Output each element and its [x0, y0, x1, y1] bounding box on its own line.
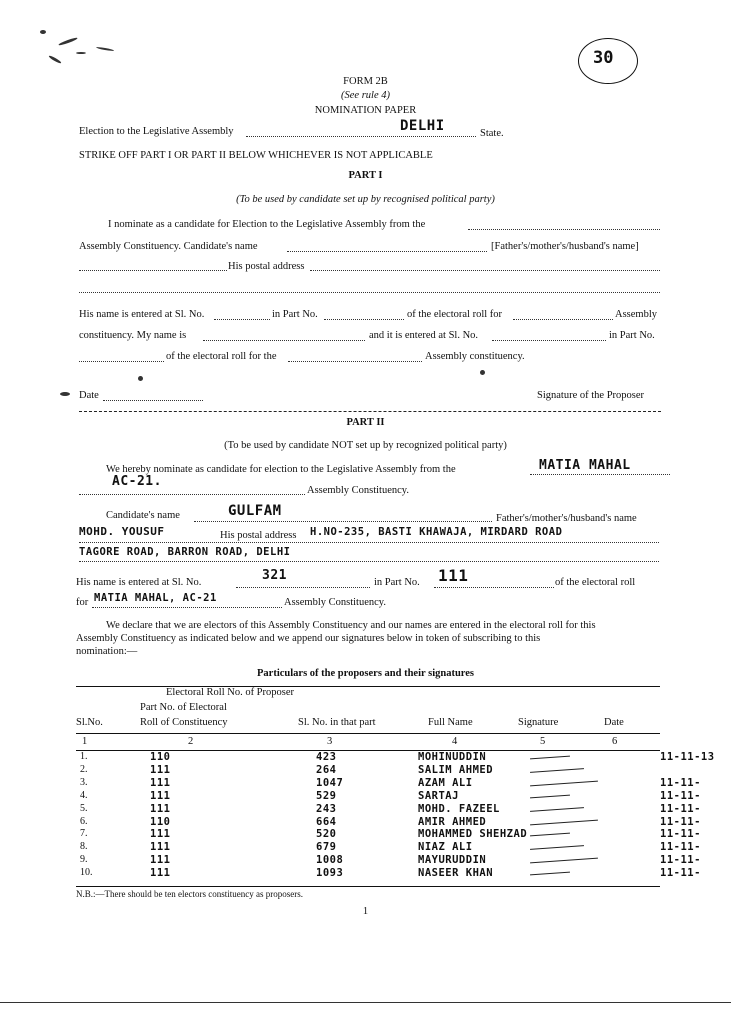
- signature-scribble: [530, 872, 570, 876]
- cell-sl: 5.: [80, 802, 88, 814]
- cell-part: 111: [150, 789, 171, 802]
- declaration-3: nomination:—: [76, 646, 138, 657]
- cell-part: 111: [150, 776, 171, 789]
- part1-line4b: in Part No.: [272, 309, 318, 320]
- cell-name: AMIR AHMED: [418, 815, 487, 828]
- cell-name: NIAZ ALI: [418, 841, 473, 854]
- col-num-2: 2: [188, 736, 194, 747]
- part2-subheading: (To be used by candidate NOT set up by recognized political party): [224, 440, 507, 451]
- signature-scribble: [530, 845, 584, 850]
- cell-slno: 243: [316, 802, 337, 815]
- cell-slno: 529: [316, 789, 337, 802]
- signature-scribble: [530, 807, 584, 812]
- state-label: State.: [480, 128, 504, 139]
- part1-line2b: [Father's/mother's/husband's name]: [491, 241, 639, 252]
- part1-subheading: (To be used by candidate set up by recognised political party): [236, 194, 495, 205]
- cell-slno: 1093: [316, 867, 344, 880]
- cell-date: 11-11-13: [660, 751, 715, 763]
- slno-hw: 321: [262, 568, 287, 583]
- cell-date: 11-11-: [660, 802, 701, 815]
- cell-part: 111: [150, 802, 171, 815]
- hdr-slno: Sl.No.: [76, 717, 103, 728]
- cell-part: 110: [150, 815, 171, 828]
- form-title: NOMINATION PAPER: [314, 105, 417, 116]
- for-hw: MATIA MAHAL, AC-21: [94, 592, 217, 604]
- cell-slno: 520: [316, 828, 337, 841]
- cell-slno: 1008: [316, 854, 344, 867]
- col-num-6: 6: [612, 736, 618, 747]
- signature-scribble: [530, 780, 598, 786]
- cell-date: 11-11-: [660, 854, 701, 867]
- cell-name: AZAM ALI: [418, 776, 473, 789]
- part1-heading: PART I: [348, 170, 383, 181]
- cell-name: SARTAJ: [418, 789, 459, 802]
- hdr-full-name: Full Name: [428, 717, 473, 728]
- signature-scribble: [530, 819, 598, 825]
- hdr-part-no-2: Roll of Constituency: [140, 717, 228, 728]
- form-code: FORM 2B: [343, 76, 388, 87]
- cell-sl: 7.: [80, 828, 88, 840]
- signature-scribble: [530, 794, 570, 798]
- group-header: Electoral Roll No. of Proposer: [166, 687, 295, 698]
- cell-part: 111: [150, 841, 171, 854]
- cell-date: 11-11-: [660, 867, 701, 880]
- cell-part: 111: [150, 867, 171, 880]
- cell-slno: 264: [316, 763, 337, 776]
- proposer-signature-label: Signature of the Proposer: [537, 390, 645, 401]
- form-rule: (See rule 4): [341, 90, 390, 101]
- cell-slno: 679: [316, 841, 337, 854]
- hdr-signature: Signature: [518, 717, 559, 728]
- cell-sl: 8.: [80, 841, 88, 853]
- father-label: Father's/mother's/husband's name: [496, 513, 637, 524]
- state-value: DELHI: [400, 118, 445, 134]
- col-num-3: 3: [327, 736, 333, 747]
- part1-line4c: of the electoral roll for: [407, 309, 503, 320]
- cell-part: 110: [150, 751, 171, 763]
- part1-line5b: and it is entered at Sl. No.: [369, 330, 479, 341]
- date-label: Date: [79, 390, 99, 401]
- part-divider: [79, 411, 661, 412]
- part1-line6a: of the electoral roll for the: [166, 351, 277, 362]
- cell-name: MOHD. FAZEEL: [418, 802, 500, 815]
- cell-sl: 4.: [80, 789, 88, 801]
- cell-slno: 1047: [316, 776, 344, 789]
- part1-line5c: in Part No.: [609, 330, 655, 341]
- part2-line1: We hereby nominate as candidate for election to the Legislative Assembly from the: [106, 464, 456, 475]
- constituency-hw2: AC-21.: [112, 474, 162, 489]
- for-tail: Assembly Constituency.: [284, 597, 386, 608]
- cell-sl: 9.: [80, 854, 88, 866]
- table-note: N.B.:—There should be ten electors constituency as proposers.: [76, 889, 303, 899]
- part1-line5a: constituency. My name is: [79, 330, 187, 341]
- father-name-hw: MOHD. YOUSUF: [79, 525, 165, 538]
- cell-sl: 2.: [80, 763, 88, 775]
- part1-line4d: Assembly: [615, 309, 657, 320]
- cell-date: 11-11-: [660, 828, 701, 841]
- address-label: His postal address: [220, 530, 297, 541]
- hdr-sl-in-part: Sl. No. in that part: [298, 717, 376, 728]
- cell-name: NASEER KHAN: [418, 867, 494, 880]
- address-hw1: H.NO-235, BASTI KHAWAJA, MIRDARD ROAD: [310, 526, 563, 538]
- part2-line2: Assembly Constituency.: [307, 485, 409, 496]
- cell-slno: 664: [316, 815, 337, 828]
- cell-name: MOHAMMED SHEHZAD: [418, 828, 528, 841]
- cell-date: 11-11-: [660, 789, 701, 802]
- declaration-1: We declare that we are electors of this Assembly Constituency and our names are entered in the electoral roll for this: [106, 620, 596, 631]
- cell-part: 111: [150, 763, 171, 776]
- cell-part: 111: [150, 828, 171, 841]
- part1-line4a: His name is entered at Sl. No.: [79, 309, 205, 320]
- part1-line2a: Assembly Constituency. Candidate's name: [79, 241, 258, 252]
- hdr-part-no-1: Part No. of Electoral: [140, 702, 227, 713]
- declaration-2: Assembly Constituency as indicated below and we append our signatures below in token of subscribing to this: [76, 633, 541, 644]
- cell-sl: 6.: [80, 815, 88, 827]
- candidate-name-hw: GULFAM: [228, 503, 282, 519]
- col-num-5: 5: [540, 736, 546, 747]
- cell-slno: 423: [316, 751, 337, 763]
- partno-hw: 111: [438, 566, 469, 585]
- strike-note: STRIKE OFF PART I OR PART II BELOW WHICHEVER IS NOT APPLICABLE: [79, 150, 433, 161]
- part1-line6b: Assembly constituency.: [425, 351, 525, 362]
- cell-sl: 3.: [80, 776, 88, 788]
- part1-line1: I nominate as a candidate for Election to the Legislative Assembly from the: [108, 219, 426, 230]
- signature-scribble: [530, 768, 584, 773]
- candidate-label: Candidate's name: [106, 510, 180, 521]
- address-hw2: TAGORE ROAD, BARRON ROAD, DELHI: [79, 546, 291, 558]
- col-num-1: 1: [82, 736, 88, 747]
- part1-line3: His postal address: [228, 261, 305, 272]
- cell-sl: 10.: [80, 867, 93, 879]
- roll-label: of the electoral roll: [555, 577, 636, 588]
- election-label: Election to the Legislative Assembly: [79, 126, 234, 137]
- signature-scribble: [530, 833, 570, 837]
- cell-name: MAYURUDDIN: [418, 854, 487, 867]
- signature-scribble: [530, 756, 570, 760]
- cell-date: 11-11-: [660, 841, 701, 854]
- page-number-mark: 30: [593, 48, 614, 68]
- cell-date: 11-11-: [660, 815, 701, 828]
- cell-name: SALIM AHMED: [418, 763, 494, 776]
- col-num-4: 4: [452, 736, 458, 747]
- signature-scribble: [530, 858, 598, 864]
- cell-sl: 1.: [80, 751, 88, 762]
- for-label: for: [76, 597, 89, 608]
- cell-date: 11-11-: [660, 776, 701, 789]
- table-title: Particulars of the proposers and their signatures: [257, 668, 474, 679]
- cell-part: 111: [150, 854, 171, 867]
- hdr-date: Date: [604, 717, 624, 728]
- constituency-hw1: MATIA MAHAL: [539, 458, 631, 473]
- part2-heading: PART II: [346, 417, 385, 428]
- cell-name: MOHINUDDIN: [418, 751, 487, 763]
- partno-label: in Part No.: [374, 577, 420, 588]
- footer-page: 1: [362, 906, 369, 917]
- slno-label: His name is entered at Sl. No.: [76, 577, 202, 588]
